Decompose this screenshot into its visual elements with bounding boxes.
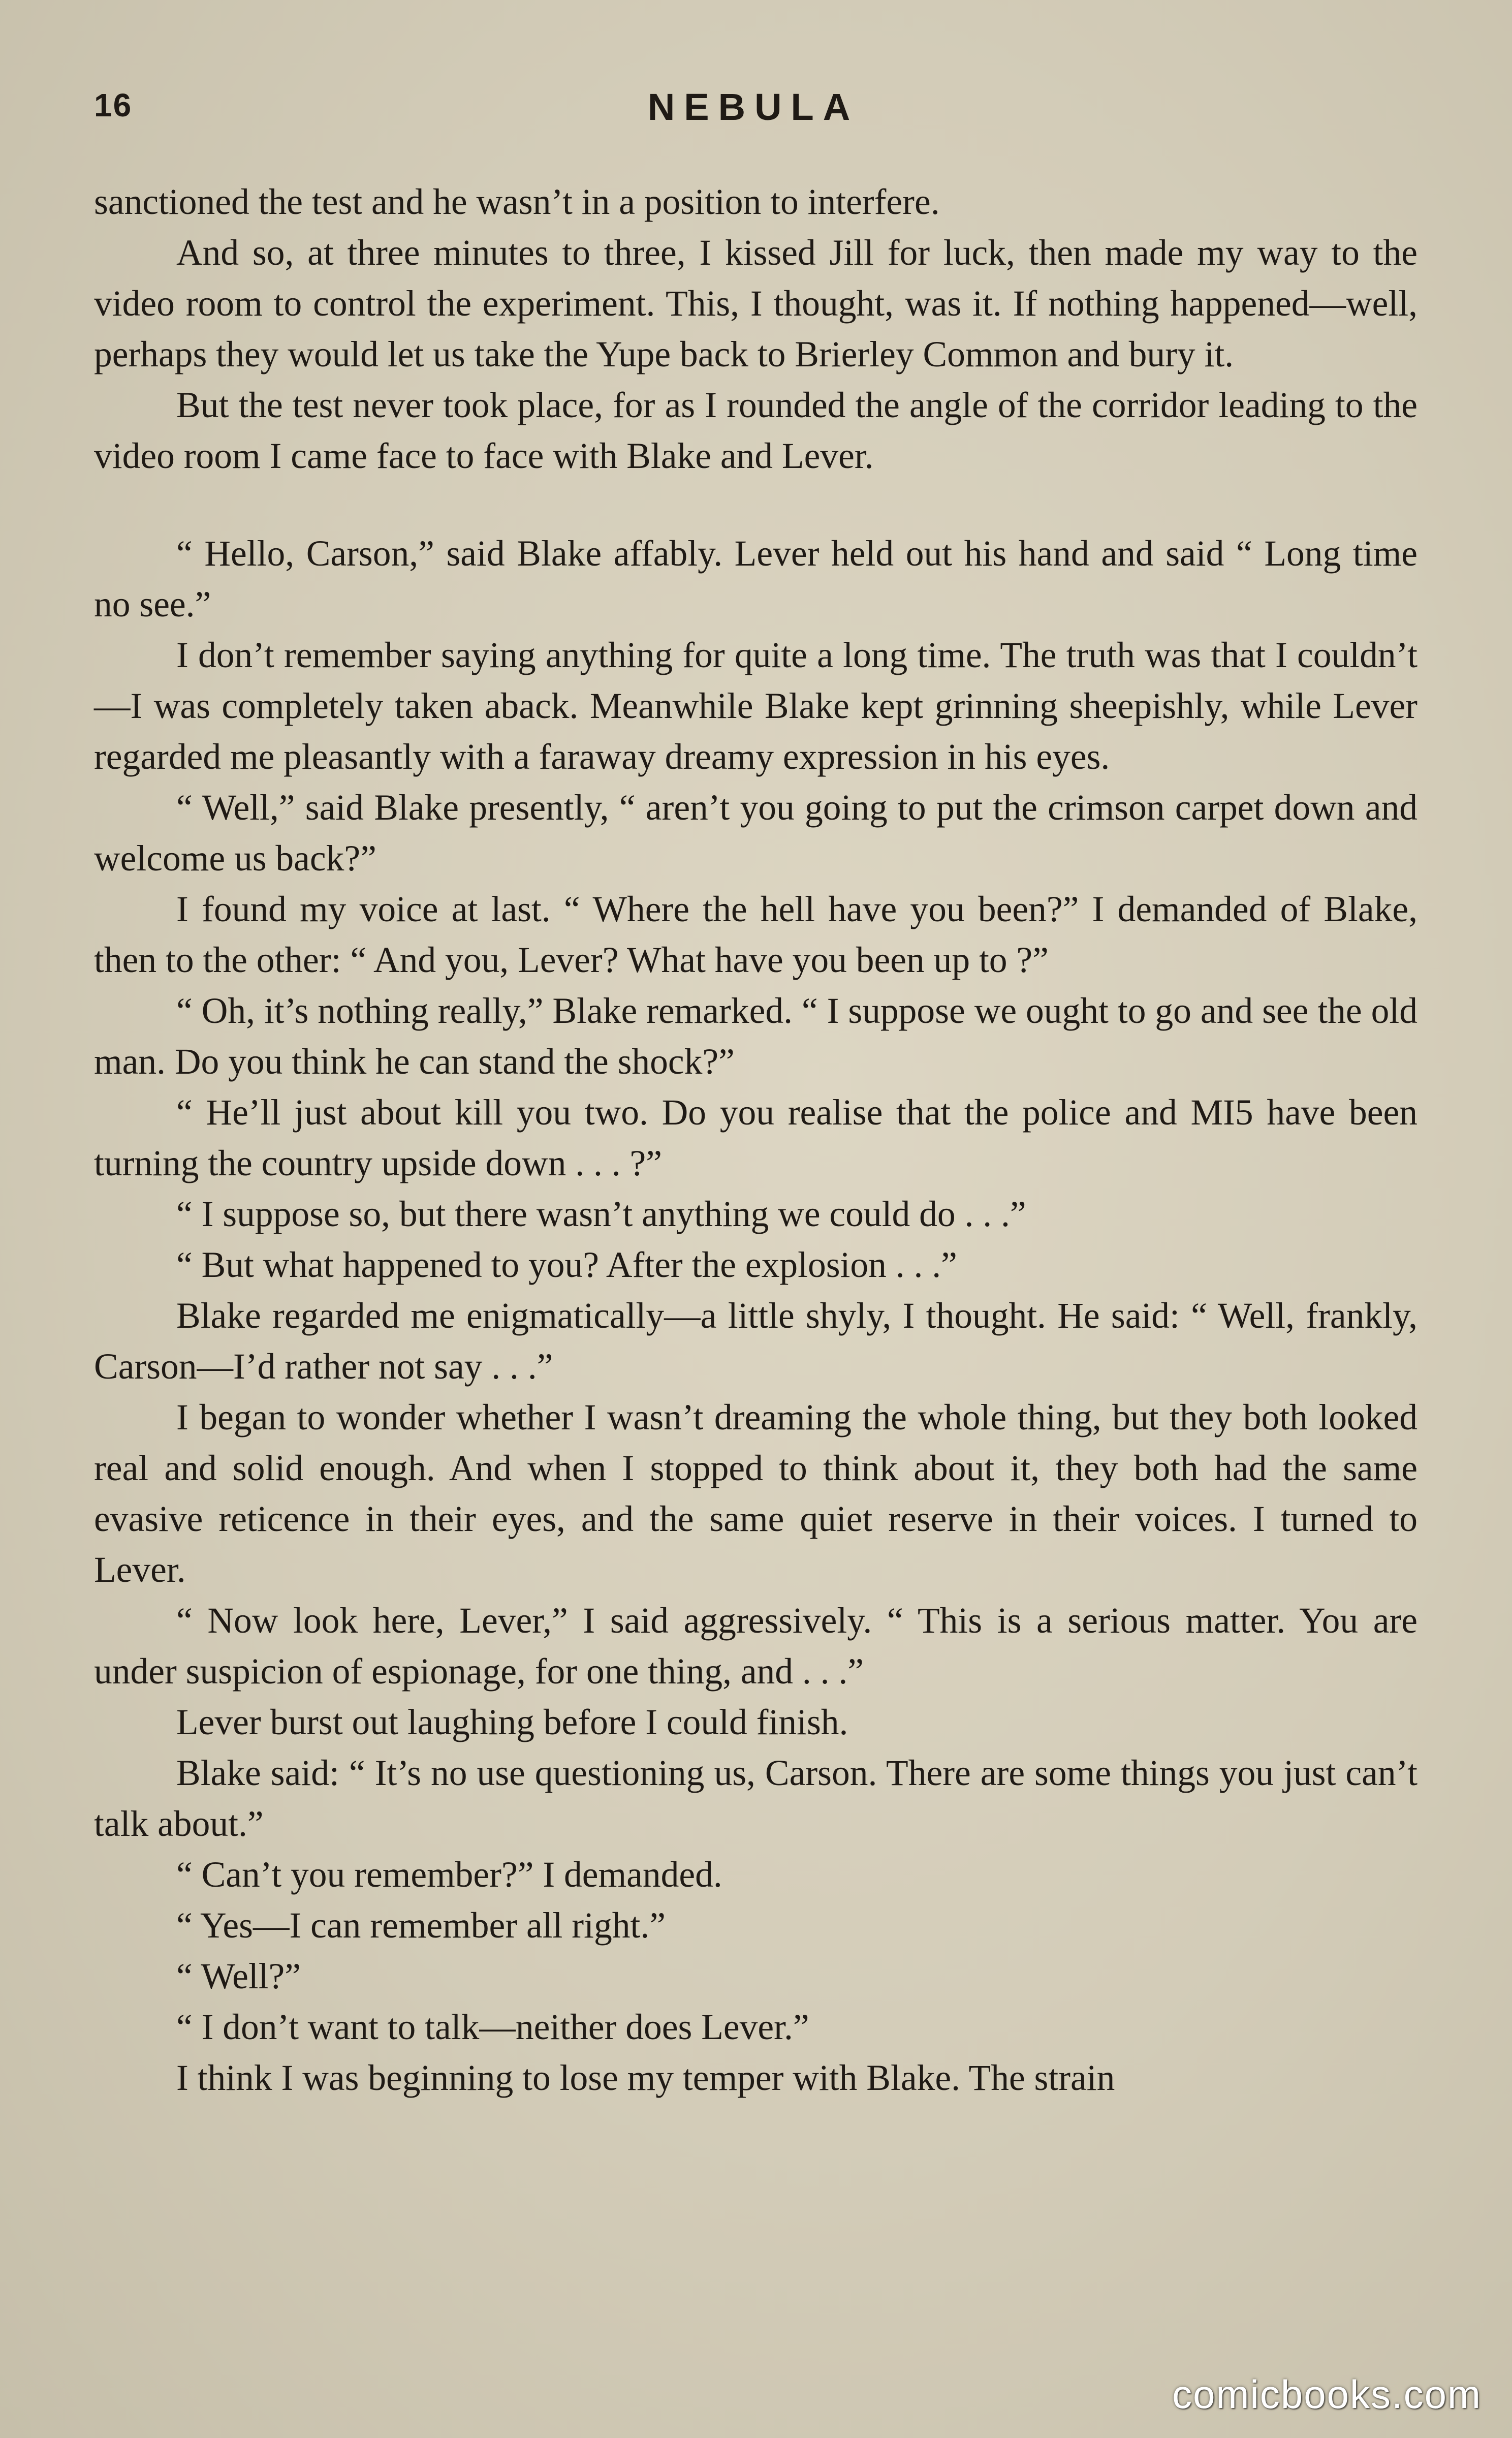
watermark: comicbooks.com bbox=[1172, 2372, 1482, 2417]
page-number: 16 bbox=[94, 87, 133, 123]
running-title: NEBULA bbox=[647, 86, 860, 128]
paragraph: Blake regarded me enigmatically—a little shyly, I thought. He said: “ Well, frankly, Carson—I’d rather not say . . .” bbox=[94, 1296, 1418, 1387]
paragraph: I don’t remember saying anything for quite a long time. The truth was that I couldn’t—I was completely taken aback. Meanwhile Blake kept grinning sheepishly, while Lever regarded me pleasantly with a faraway dreamy expression in his eyes. bbox=[94, 635, 1418, 777]
paragraph: “ Well?” bbox=[176, 1956, 301, 1996]
paragraph: Lever burst out laughing before I could finish. bbox=[176, 1702, 848, 1742]
paragraph: I think I was beginning to lose my temper with Blake. The strain bbox=[176, 2058, 1115, 2098]
paragraph: “ Now look here, Lever,” I said aggressively. “ This is a serious matter. You are under suspicion of espionage, for one thing, and . . .” bbox=[94, 1601, 1418, 1692]
paragraph: “ I suppose so, but there wasn’t anything we could do . . .” bbox=[176, 1194, 1026, 1234]
paragraph: I found my voice at last. “ Where the hell have you been?” I demanded of Blake, then to the other: “ And you, Lever? What have you been up to ?” bbox=[94, 889, 1418, 980]
paragraph: “ Can’t you remember?” I demanded. bbox=[176, 1855, 722, 1895]
paragraph: “ Hello, Carson,” said Blake affably. Lever held out his hand and said “ Long time no see.” bbox=[94, 534, 1418, 624]
body-text bbox=[94, 177, 1418, 2104]
paragraph: But the test never took place, for as I rounded the angle of the corridor leading to the video room I came face to face with Blake and Lever. bbox=[94, 385, 1418, 476]
paragraph: “ Yes—I can remember all right.” bbox=[176, 1905, 666, 1946]
paragraph: “ Oh, it’s nothing really,” Blake remarked. “ I suppose we ought to go and see the old man. Do you think he can stand the shock?” bbox=[94, 991, 1418, 1082]
paragraph: And so, at three minutes to three, I kissed Jill for luck, then made my way to the video room to control the experiment. This, I thought, was it. If nothing happened—well, perhaps they would let us take the Yupe back to Brierley Common and bury it. bbox=[94, 233, 1418, 374]
paragraph: sanctioned the test and he wasn’t in a position to interfere. bbox=[94, 182, 940, 222]
paragraph: “ Well,” said Blake presently, “ aren’t you going to put the crimson carpet down and welcome us back?” bbox=[94, 788, 1418, 879]
paragraph: “ I don’t want to talk—neither does Lever.” bbox=[176, 2007, 809, 2047]
paragraph: “ He’ll just about kill you two. Do you realise that the police and MI5 have been turning the country upside down . . . ?” bbox=[94, 1092, 1418, 1183]
paragraph: “ But what happened to you? After the explosion . . .” bbox=[176, 1245, 957, 1285]
paragraph: I began to wonder whether I wasn’t dreaming the whole thing, but they both looked real and solid enough. And when I stopped to think about it, they both had the same evasive reticence in their eyes, and the same quiet reserve in their voices. I turned to Lever. bbox=[94, 1397, 1418, 1590]
page-header bbox=[94, 76, 1413, 137]
paragraph: Blake said: “ It’s no use questioning us, Carson. There are some things you just can’t talk about.” bbox=[94, 1753, 1418, 1844]
